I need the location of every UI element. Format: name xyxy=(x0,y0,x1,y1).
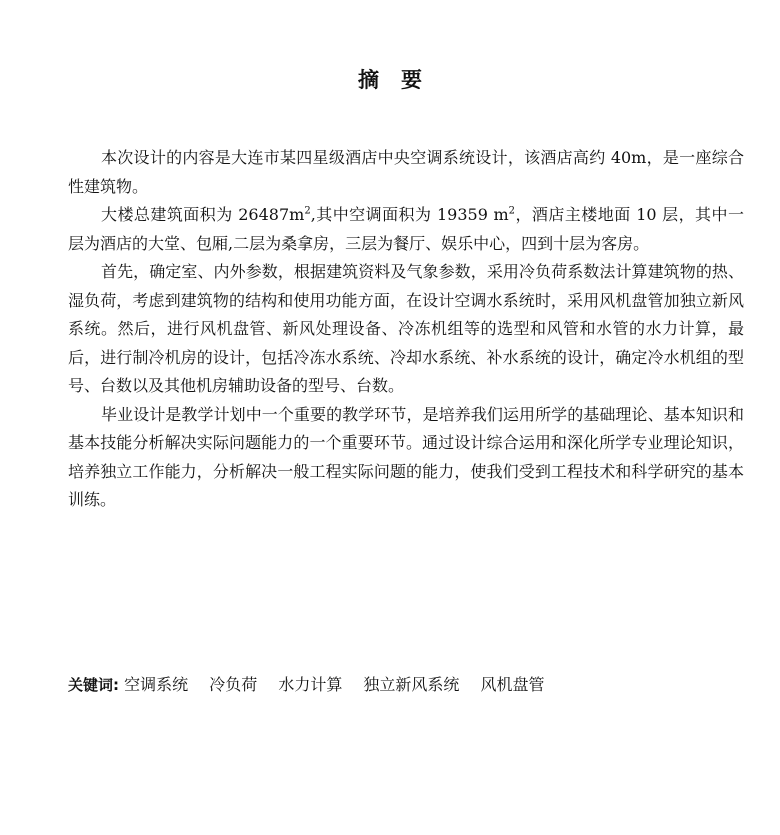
abstract-title xyxy=(0,64,780,94)
paragraph-2-text-b: ,其中空调面积为 19359 m xyxy=(310,205,509,224)
paragraph-4: 毕业设计是教学计划中一个重要的教学环节，是培养我们运用所学的基础理论、基本知识和基本技能分析解决实际问题能力的一个重要环节。通过设计综合运用和深化所学专业理论知识，培养独立工作能力，分析解决一般工程实际问题的能力，使我们受到工程技术和科学研究的基本训练。 xyxy=(68,404,744,509)
paragraph-2-text-a: 大楼总建筑面积为 26487m xyxy=(101,205,305,224)
superscript-1: 2 xyxy=(304,205,311,217)
abstract-body xyxy=(68,144,744,515)
keyword-item: 水力计算 xyxy=(278,675,343,694)
keywords-label: 关键词: xyxy=(68,676,119,694)
keyword-item: 风机盘管 xyxy=(480,675,545,694)
keyword-item: 空调系统 xyxy=(124,675,189,694)
paragraph-1: 本次设计的内容是大连市某四星级酒店中央空调系统设计，该酒店高约 40m，是一座综合性建筑物。 xyxy=(68,148,744,196)
title-char-1: 摘 xyxy=(358,68,379,92)
keyword-item: 独立新风系统 xyxy=(363,675,460,694)
paragraph-2 xyxy=(68,201,744,258)
title-char-2: 要 xyxy=(401,68,422,92)
keyword-item: 冷负荷 xyxy=(209,675,258,694)
keywords-line xyxy=(68,671,744,699)
paragraph-2-text-c: ，酒店主楼地面 10 层，其中一层为酒店的大堂、包厢,二层为桑拿房，三层为餐厅、娱乐中心，四到十层为客房。 xyxy=(68,205,744,253)
superscript-2: 2 xyxy=(508,205,515,217)
paragraph-3: 首先，确定室、内外参数，根据建筑资料及气象参数，采用冷负荷系数法计算建筑物的热、湿负荷，考虑到建筑物的结构和使用功能方面，在设计空调水系统时，采用风机盘管加独立新风系统。然后，进行风机盘管、新风处理设备、冷冻机组等的选型和风管和水管的水力计算，最后，进行制冷机房的设计，包括冷冻水系统、冷却水系统、补水系统的设计，确定冷水机组的型号、台数以及其他机房辅助设备的型号、台数。 xyxy=(68,262,744,395)
